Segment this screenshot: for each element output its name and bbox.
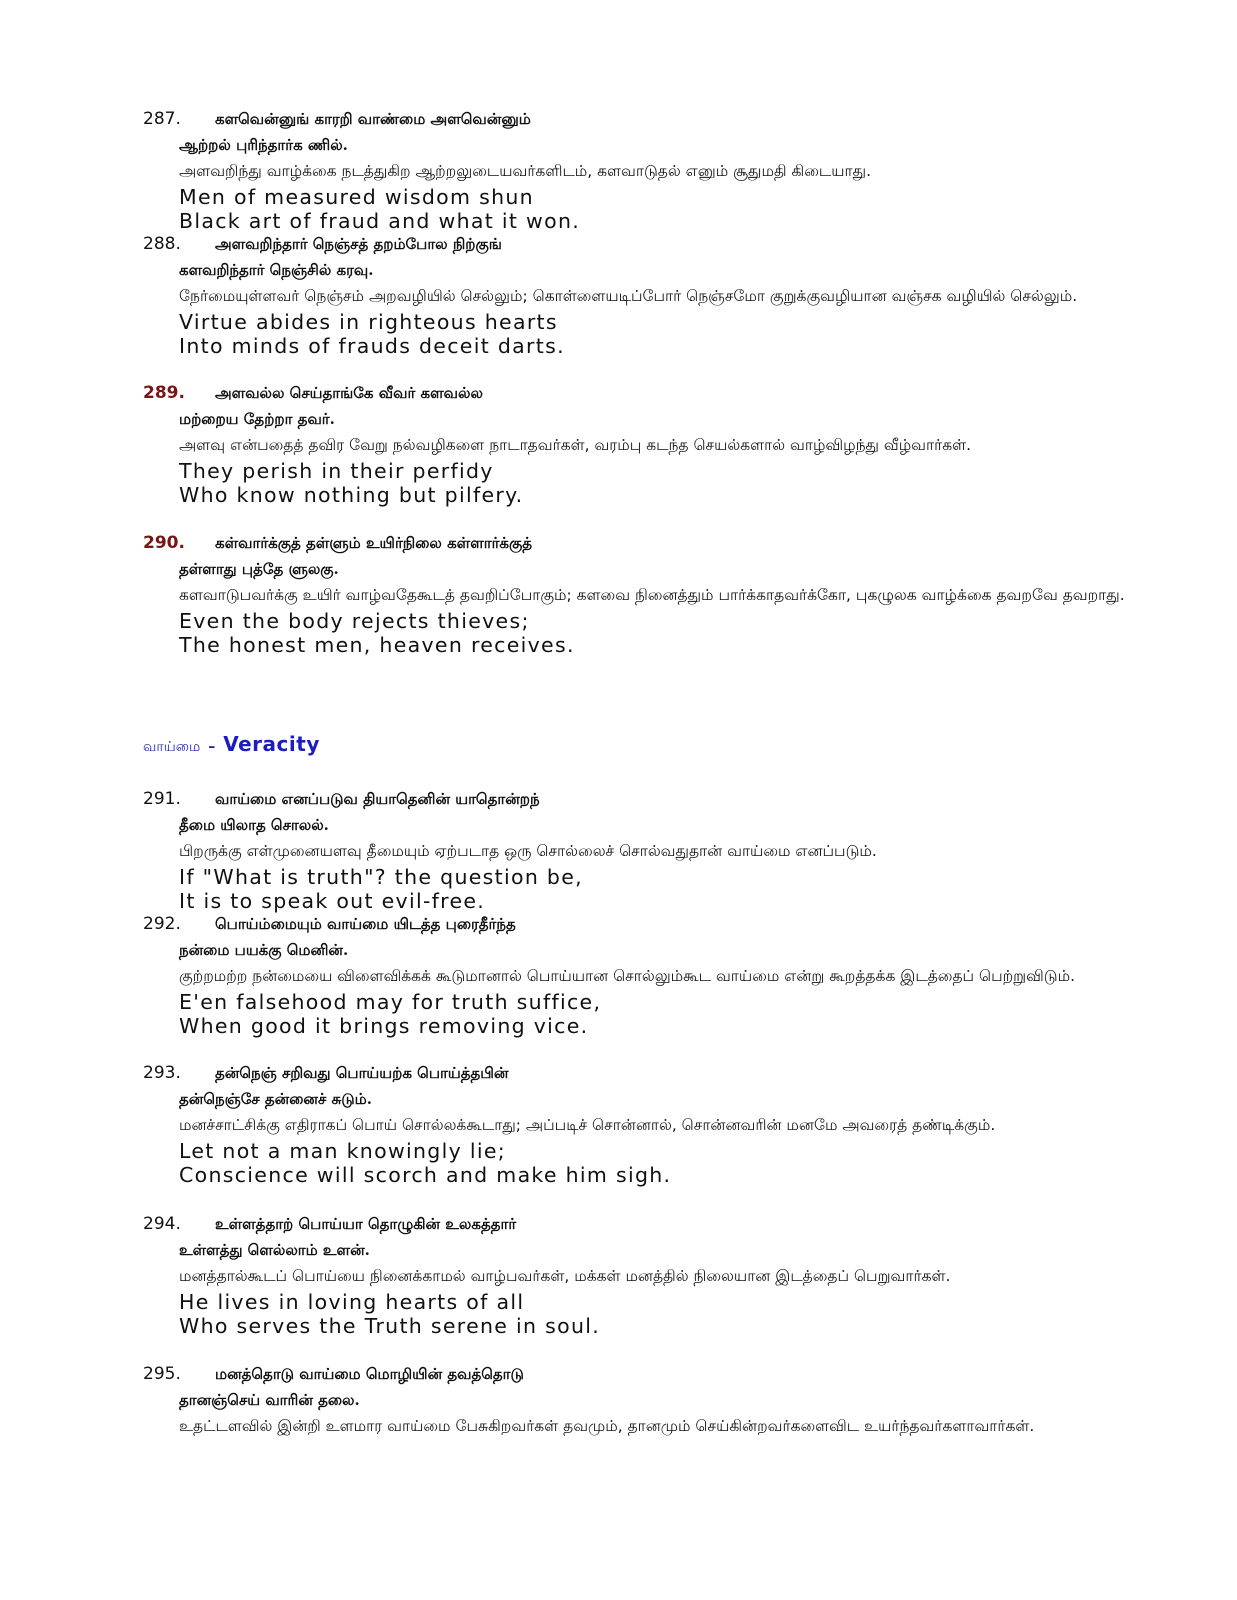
tamil-meaning: பிறருக்கு எள்முனையளவு தீமையும் ஏற்படாத ஒரு சொல்லைச் சொல்வதுதான் வாய்மை எனப்படும். [179, 842, 877, 860]
kural-line-1: தன்நெஞ் சறிவது பொய்யற்க பொய்த்தபின் [215, 1064, 509, 1082]
english-line-2: Black art of fraud and what it won. [179, 209, 581, 233]
english-line-1: They perish in their perfidy [179, 459, 494, 483]
english-line-1: E'en falsehood may for truth suffice, [179, 990, 602, 1014]
english-line-2: When good it brings removing vice. [179, 1014, 589, 1038]
section-title-tamil: வாய்மை [143, 739, 201, 755]
verse-290 [143, 532, 1203, 657]
verse-292 [143, 913, 1203, 1038]
english-line-1: If "What is truth"? the question be, [179, 865, 583, 889]
kural-line-1: பொய்ம்மையும் வாய்மை யிடத்த புரைதீர்ந்த [215, 915, 516, 933]
tamil-meaning: உதட்டளவில் இன்றி உளமார வாய்மை பேசுகிறவர்கள் தவமும், தானமும் செய்கின்றவர்களைவிட உயர்ந்தவர்களாவார்கள். [179, 1417, 1035, 1435]
english-line-1: Men of measured wisdom shun [179, 185, 534, 209]
kural-line-2: களவறிந்தார் நெஞ்சில் கரவு. [179, 261, 374, 279]
kural-line-1: அளவல்ல செய்தாங்கே வீவர் களவல்ல [215, 384, 483, 402]
tamil-meaning: நேர்மையுள்ளவர் நெஞ்சம் அறவழியில் செல்லும்; கொள்ளையடிப்போர் நெஞ்சமோ குறுக்குவழியான வஞ்சக வழியில் செல்லும். [179, 287, 1078, 305]
english-line-2: Conscience will scorch and make him sigh. [179, 1163, 672, 1187]
kural-line-1: மனத்தொடு வாய்மை மொழியின் தவத்தொடு [215, 1365, 524, 1383]
verse-number: 293. [143, 1063, 181, 1083]
kural-line-1: அளவறிந்தார் நெஞ்சத் தறம்போல நிற்குங் [215, 235, 502, 253]
tamil-meaning: மனச்சாட்சிக்கு எதிராகப் பொய் சொல்லக்கூடாது; அப்படிச் சொன்னால், சொன்னவரின் மனமே அவரைத் தண்டிக்கும். [179, 1116, 996, 1134]
tamil-meaning: களவாடுபவர்க்கு உயிர் வாழ்வதேகூடத் தவறிப்போகும்; களவை நினைத்தும் பார்க்காதவர்க்கோ, புகழுலக வாழ்க்கை தவறவே தவறாது. [179, 586, 1125, 604]
section-separator: – [208, 739, 216, 755]
verse-287 [143, 108, 1203, 233]
section-title-english: Veracity [223, 732, 320, 756]
english-line-2: It is to speak out evil-free. [179, 889, 486, 913]
verse-number: 287. [143, 109, 181, 129]
kural-line-1: கள்வார்க்குத் தள்ளும் உயிர்நிலை கள்ளார்க்குத் [215, 534, 533, 552]
verse-294 [143, 1213, 1203, 1338]
verse-number: 295. [143, 1364, 181, 1384]
english-line-1: Virtue abides in righteous hearts [179, 310, 558, 334]
verse-295 [143, 1363, 1203, 1439]
tamil-meaning: குற்றமற்ற நன்மையை விளைவிக்கக் கூடுமானால் பொய்யான சொல்லும்கூட வாய்மை என்று கூறத்தக்க இடத்தைப் பெற்றுவிடும். [179, 967, 1075, 985]
verse-289 [143, 382, 1203, 507]
verse-number: 290. [143, 533, 185, 553]
kural-line-1: உள்ளத்தாற் பொய்யா தொழுகின் உலகத்தார் [215, 1215, 517, 1233]
kural-line-2: தள்ளாது புத்தே ளுலகு. [179, 560, 339, 578]
kural-line-2: தீமை யிலாத சொலல். [179, 816, 329, 834]
verse-288 [143, 233, 1203, 358]
english-line-2: Who serves the Truth serene in soul. [179, 1314, 601, 1338]
kural-line-1: வாய்மை எனப்படுவ தியாதெனின் யாதொன்றந் [215, 790, 540, 808]
english-line-1: Let not a man knowingly lie; [179, 1139, 506, 1163]
kural-line-2: தானஞ்செய் வாரின் தலை. [179, 1391, 360, 1409]
english-line-1: He lives in loving hearts of all [179, 1290, 525, 1314]
verse-number: 288. [143, 234, 181, 254]
section-heading [143, 732, 320, 757]
kural-line-2: உள்ளத்து ளெல்லாம் உளன். [179, 1241, 370, 1259]
tamil-meaning: அளவு என்பதைத் தவிர வேறு நல்வழிகளை நாடாதவர்கள், வரம்பு கடந்த செயல்களால் வாழ்விழந்து வீழ்வார்கள். [179, 436, 972, 454]
verse-number: 292. [143, 914, 181, 934]
tamil-meaning: அளவறிந்து வாழ்க்கை நடத்துகிற ஆற்றலுடையவர்களிடம், களவாடுதல் எனும் சூதுமதி கிடையாது. [179, 162, 871, 180]
english-line-2: Who know nothing but pilfery. [179, 483, 524, 507]
verse-number: 291. [143, 789, 181, 809]
english-line-1: Even the body rejects thieves; [179, 609, 530, 633]
verse-number: 294. [143, 1214, 181, 1234]
kural-line-2: நன்மை பயக்கு மெனின். [179, 941, 349, 959]
kural-line-2: மற்றைய தேற்றா தவர். [179, 410, 335, 428]
tamil-meaning: மனத்தால்கூடப் பொய்யை நினைக்காமல் வாழ்பவர்கள், மக்கள் மனத்தில் நிலையான இடத்தைப் பெறுவார்கள். [179, 1267, 951, 1285]
kural-line-1: களவென்னுங் காரறி வாண்மை அளவென்னும் [215, 110, 531, 128]
kural-line-2: ஆற்றல் புரிந்தார்க ணில். [179, 136, 348, 154]
english-line-2: The honest men, heaven receives. [179, 633, 575, 657]
kural-line-2: தன்நெஞ்சே தன்னைச் சுடும். [179, 1090, 372, 1108]
english-line-2: Into minds of frauds deceit darts. [179, 334, 565, 358]
verse-number: 289. [143, 383, 185, 403]
verse-293 [143, 1062, 1203, 1187]
verse-291 [143, 788, 1203, 913]
